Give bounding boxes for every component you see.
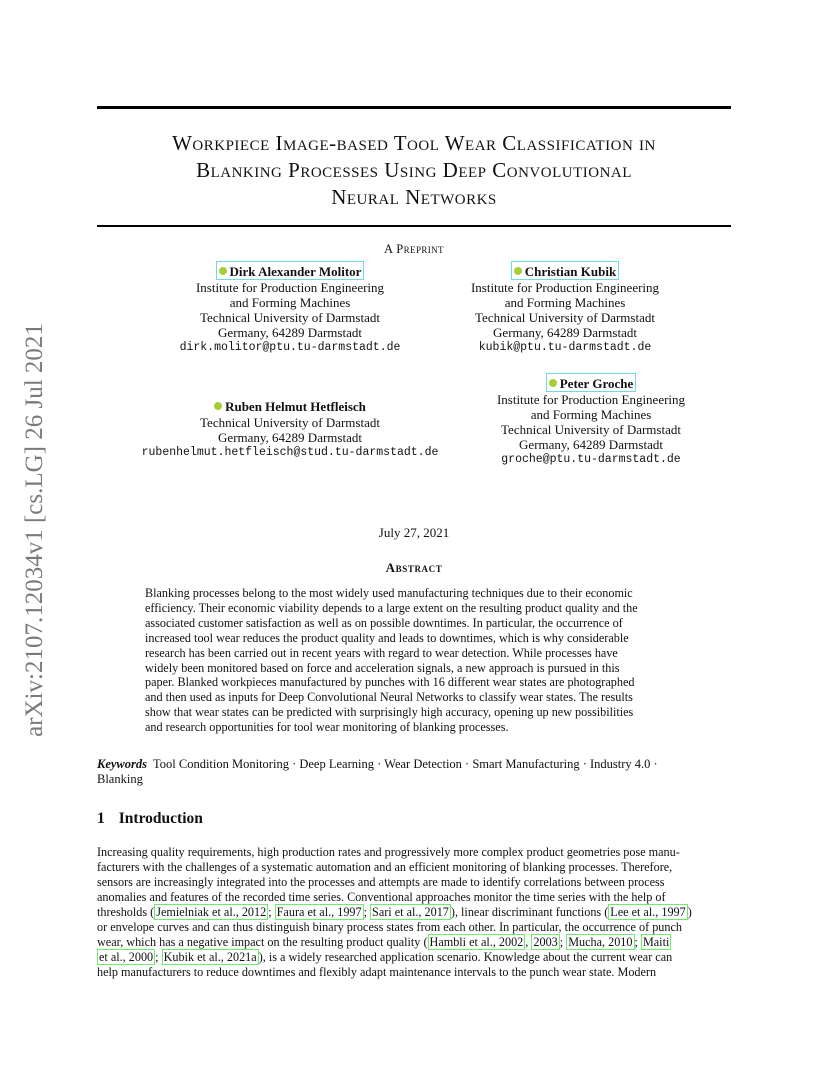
citation-link[interactable]: Lee et al., 1997 bbox=[610, 905, 686, 919]
abstract-line: and then used as inputs for Deep Convolutional Neural Networks to classify wear states. The results bbox=[145, 690, 633, 705]
affiliation-line: Germany, 64289 Darmstadt bbox=[218, 430, 362, 445]
title-line: Blanking Processes Using Deep Convolutional bbox=[196, 158, 632, 182]
intro-line: Increasing quality requirements, high production rates and progressively more complex product geometries pose manu- bbox=[97, 845, 680, 859]
intro-line: help manufacturers to reduce downtimes and flexibly adapt maintenance intervals to the punch wear state. Modern bbox=[97, 965, 657, 979]
author-block bbox=[415, 261, 715, 355]
affiliation-line: Technical University of Darmstadt bbox=[200, 310, 380, 325]
citation-link[interactable]: Jemielniak et al., 2012 bbox=[156, 905, 267, 919]
intro-line: facturers with the challenges of a systematic automation and an efficient monitoring of blanking processes. Therefore, bbox=[97, 860, 673, 874]
section-heading bbox=[97, 810, 203, 828]
abstract-body bbox=[145, 586, 683, 735]
affiliation-line: Technical University of Darmstadt bbox=[200, 415, 380, 430]
orcid-icon[interactable] bbox=[219, 267, 227, 275]
affiliation-line: Germany, 64289 Darmstadt bbox=[493, 325, 637, 340]
abstract-line: widely been monitored based on force and acceleration signals, a new approach is pursued in this bbox=[145, 660, 620, 675]
author-email[interactable]: dirk.molitor@ptu.tu-darmstadt.de bbox=[179, 341, 401, 354]
author-email[interactable]: groche@ptu.tu-darmstadt.de bbox=[501, 453, 681, 466]
author-block bbox=[140, 261, 440, 355]
abstract-line: research has been carried out in recent years with regard to wear detection. While processes have bbox=[145, 645, 618, 660]
title-rule-top bbox=[97, 106, 731, 109]
author-name-link[interactable]: Dirk Alexander Molitor bbox=[216, 261, 365, 280]
citation-link[interactable]: et al., 2000 bbox=[99, 950, 154, 964]
affiliation-line: Institute for Production Engineering bbox=[470, 280, 660, 295]
title-line: Neural Networks bbox=[331, 185, 497, 209]
affiliation-line: Germany, 64289 Darmstadt bbox=[519, 437, 663, 452]
abstract-line: paper. Blanked workpieces manufactured by punches with 16 different wear states are photographed bbox=[145, 675, 635, 690]
intro-line: et al., 2000 ; Kubik et al., 2021a ), is a widely researched application scenario. Knowledge about the current wear can bbox=[99, 950, 673, 964]
orcid-icon[interactable] bbox=[514, 267, 522, 275]
intro-line: thresholds ( Jemielniak et al., 2012 ; Faura et al., 1997 ; Sari et al., 2017 ), linear discriminant functions ( Lee et al., 1997 ) bbox=[97, 905, 692, 919]
author-name: Ruben Helmut Hetfleisch bbox=[211, 396, 369, 415]
citation-link[interactable]: Sari et al., 2017 bbox=[372, 905, 449, 919]
introduction-body bbox=[97, 845, 731, 980]
author-block bbox=[120, 396, 460, 460]
orcid-icon[interactable] bbox=[214, 402, 222, 410]
affiliation-line: and Forming Machines bbox=[229, 295, 351, 310]
abstract-line: efficiency. Their economic viability depends to a large extent on the resulting product quality and the bbox=[145, 600, 638, 615]
keywords-text: Blanking bbox=[97, 772, 143, 786]
abstract-line: Blanking processes belong to the most widely used manufacturing techniques due to their economic bbox=[145, 586, 633, 600]
section-number: 1 bbox=[97, 810, 105, 827]
affiliation-line: and Forming Machines bbox=[504, 295, 626, 310]
affiliation-line: Technical University of Darmstadt bbox=[501, 422, 681, 437]
title-line: Workpiece Image-based Tool Wear Classification in bbox=[172, 131, 656, 155]
abstract-line: and research opportunities for tool wear monitoring of blanking processes. bbox=[145, 720, 509, 735]
abstract-line: increased tool wear reduces the product quality and leads to downtimes, which is why considerable bbox=[145, 630, 629, 645]
author-block bbox=[441, 373, 741, 467]
intro-line: or envelope curves and can thus distinguish binary process states from each other. In particular, the occurrence of punch bbox=[97, 920, 682, 934]
author-email[interactable]: kubik@ptu.tu-darmstadt.de bbox=[478, 341, 652, 354]
paper-title bbox=[97, 130, 731, 211]
affiliation-line: and Forming Machines bbox=[530, 407, 652, 422]
author-email[interactable]: rubenhelmut.hetfleisch@stud.tu-darmstadt.de bbox=[141, 446, 439, 459]
abstract-line: show that wear states can be predicted with surprisingly high accuracy, opening up new possibilities bbox=[145, 705, 634, 720]
affiliation-line: Institute for Production Engineering bbox=[496, 392, 686, 407]
affiliation-line: Germany, 64289 Darmstadt bbox=[218, 325, 362, 340]
preprint-label: A Preprint bbox=[384, 242, 444, 256]
abstract-heading: Abstract bbox=[385, 560, 443, 575]
citation-link[interactable]: Maiti bbox=[642, 935, 670, 949]
arxiv-identifier: arXiv:2107.12034v1 [cs.LG] 26 Jul 2021 bbox=[21, 323, 48, 737]
citation-link[interactable]: 2003 bbox=[533, 935, 558, 949]
intro-line: anomalies and features of the recorded time series. Conventional approaches monitor the time series with the help of bbox=[97, 890, 666, 904]
citation-link[interactable]: Faura et al., 1997 bbox=[276, 905, 362, 919]
abstract-line: associated customer satisfaction as well as on possible downtimes. In particular, the occurrence of bbox=[145, 615, 623, 630]
title-rule-bottom bbox=[97, 225, 731, 227]
section-title: Introduction bbox=[118, 810, 203, 827]
author-name-link[interactable]: Peter Groche bbox=[546, 373, 637, 392]
intro-line: wear, which has a negative impact on the resulting product quality ( Hambli et al., 2002 , 2003 ; Mucha, 2010 ; Maiti bbox=[97, 935, 670, 949]
publication-date: July 27, 2021 bbox=[378, 525, 450, 540]
citation-link[interactable]: Hambli et al., 2002 bbox=[429, 935, 524, 949]
author-name-link[interactable]: Christian Kubik bbox=[511, 261, 619, 280]
orcid-icon[interactable] bbox=[549, 379, 557, 387]
intro-line: sensors are increasingly integrated into the processes and attempts are made to identify correlations between process bbox=[97, 875, 665, 889]
keywords bbox=[97, 757, 731, 787]
affiliation-line: Institute for Production Engineering bbox=[195, 280, 385, 295]
keywords-label: Keywords bbox=[97, 757, 147, 771]
citation-link[interactable]: Kubik et al., 2021a bbox=[163, 950, 257, 964]
citation-link[interactable]: Mucha, 2010 bbox=[568, 935, 633, 949]
affiliation-line: Technical University of Darmstadt bbox=[475, 310, 655, 325]
keywords-text: Tool Condition Monitoring · Deep Learning · Wear Detection · Smart Manufacturing · Industry 4.0 · bbox=[153, 757, 658, 771]
